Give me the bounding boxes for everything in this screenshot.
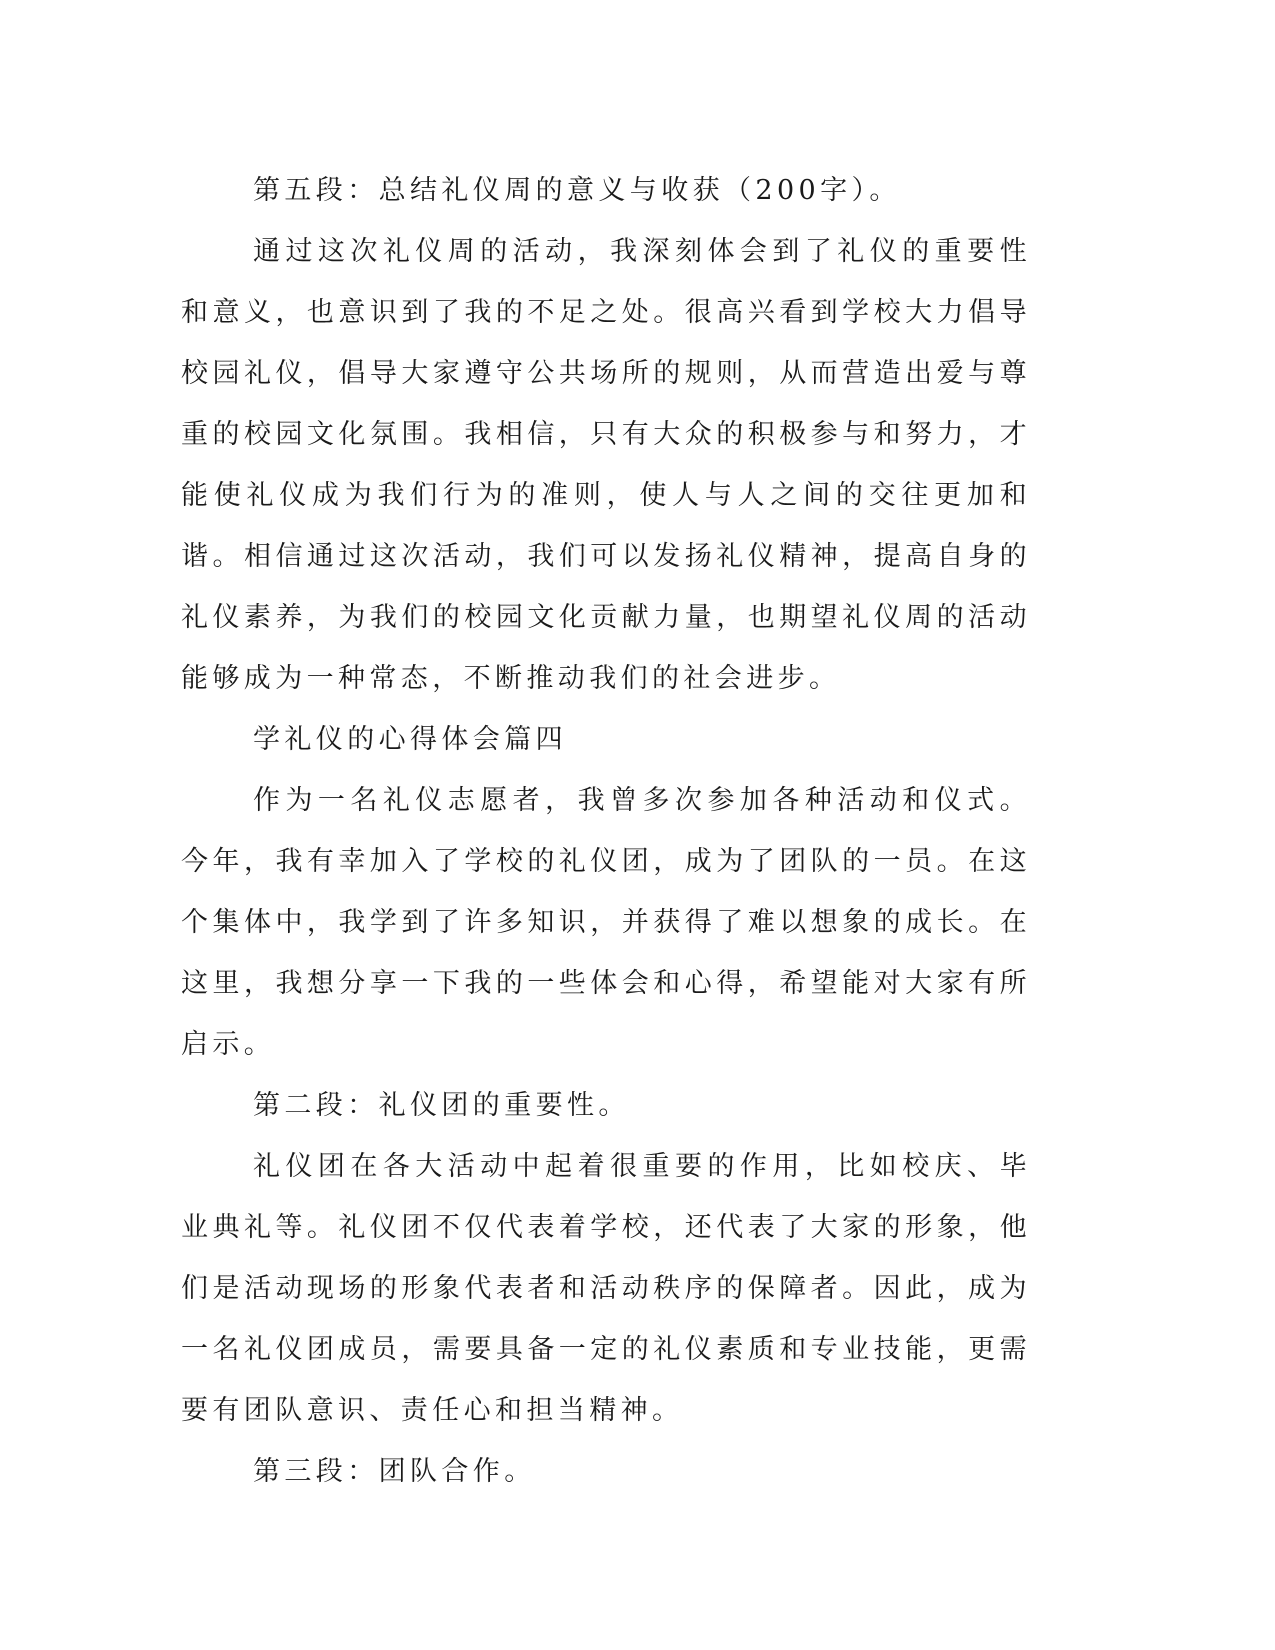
section-heading-paragraph: 第二段：礼仪团的重要性。 [253,1090,630,1121]
article-title: 学礼仪的心得体会篇四 [253,724,567,755]
section-heading-paragraph: 第三段：团队合作。 [253,1456,536,1487]
body-paragraph: 通过这次礼仪周的活动，我深刻体会到了礼仪的重要性和意义，也意识到了我的不足之处。很高兴看到学校大力倡导校园礼仪，倡导大家遵守公共场所的规则，从而营造出爱与尊重的校园文化氛围。我相信，只有大众的积极参与和努力，才能使礼仪成为我们行为的准则，使人与人之间的交往更加和谐。相信通过这次活动，我们可以发扬礼仪精神，提高自身的礼仪素养，为我们的校园文化贡献力量，也期望礼仪周的活动能够成为一种常态，不断推动我们的社会进步。 [181,236,1031,694]
body-paragraph: 礼仪团在各大活动中起着很重要的作用，比如校庆、毕业典礼等。礼仪团不仅代表着学校，还代表了大家的形象，他们是活动现场的形象代表者和活动秩序的保障者。因此，成为一名礼仪团成员，需要具备一定的礼仪素质和专业技能，更需要有团队意识、责任心和担当精神。 [181,1151,1031,1426]
body-paragraph: 作为一名礼仪志愿者，我曾多次参加各种活动和仪式。今年，我有幸加入了学校的礼仪团，成为了团队的一员。在这个集体中，我学到了许多知识，并获得了难以想象的成长。在这里，我想分享一下我的一些体会和心得，希望能对大家有所启示。 [181,785,1031,1060]
section-heading-paragraph: 第五段：总结礼仪周的意义与收获（200字）。 [253,175,901,206]
document-body [181,160,1031,1502]
